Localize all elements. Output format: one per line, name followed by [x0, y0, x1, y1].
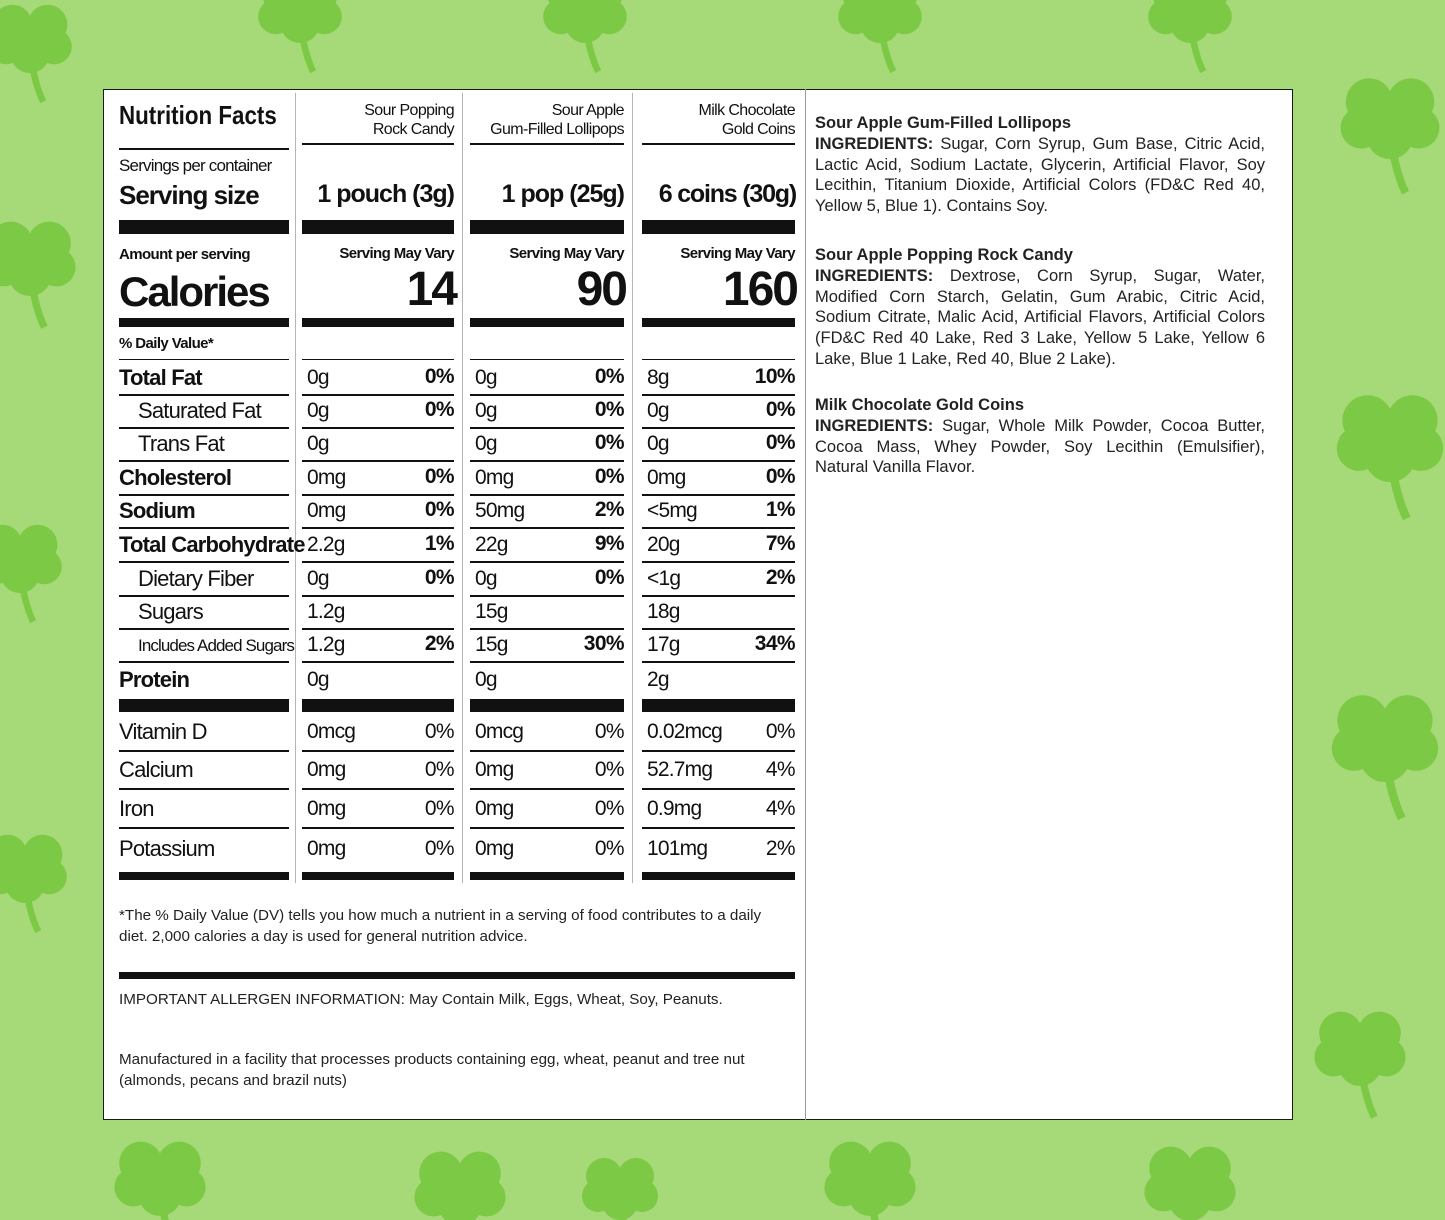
nutrient-daily-value: 2%: [424, 632, 454, 655]
vitamin-daily-value: 0%: [594, 797, 624, 820]
nutrient-daily-value: 2%: [765, 566, 795, 589]
shamrock-icon: [1341, 78, 1440, 192]
rule: [119, 595, 289, 597]
rule: [119, 460, 289, 462]
rule: [642, 628, 795, 630]
calories-label: Calories: [119, 268, 269, 315]
vitamin-daily-value: 0%: [424, 720, 454, 743]
thick-rule: [470, 220, 624, 234]
nutrient-daily-value: 0%: [765, 465, 795, 488]
shamrock-icon: [1144, 1147, 1235, 1220]
rule: [302, 494, 454, 496]
rule: [642, 527, 795, 529]
vitamin-name: Potassium: [119, 836, 215, 861]
vitamin-daily-value: 0%: [594, 720, 624, 743]
medium-rule: [119, 318, 289, 327]
medium-rule: [470, 872, 624, 880]
nutrient-amount: 0g: [647, 432, 669, 455]
ingredients-text: Sugar, Corn Syrup, Gum Base, Citric Acid, Lactic Acid, Sodium Lactate, Glycerin, Artificial Flavor, Soy Lecithin, Titanium Dioxide, Artificial Colors (FD&C Red 40, Yellow 5, Blue 1). Contains Soy.: [815, 134, 1265, 216]
vitamin-amount: 0mg: [475, 758, 514, 781]
nutrient-amount: 20g: [647, 533, 680, 556]
vitamin-daily-value: 2%: [765, 837, 795, 860]
rule: [302, 143, 454, 145]
nutrient-amount: 2g: [647, 668, 669, 691]
shamrock-icon: [258, 0, 342, 72]
daily-value-footnote: *The % Daily Value (DV) tells you how much a nutrient in a serving of food contributes to a daily diet. 2,000 calories a day is used for general nutrition advice.: [119, 907, 762, 945]
rule: [302, 460, 454, 462]
vitamin-daily-value: 4%: [765, 797, 795, 820]
rule: [302, 394, 454, 396]
nutrient-daily-value: 0%: [594, 465, 624, 488]
nutrient-name: Includes Added Sugars: [138, 636, 294, 655]
rule: [642, 143, 795, 145]
medium-rule: [642, 872, 795, 880]
rule: [119, 359, 289, 360]
nutrient-amount: 2.2g: [307, 533, 345, 556]
rule: [119, 827, 289, 829]
vitamin-amount: 0mg: [475, 837, 514, 860]
rule: [642, 460, 795, 462]
shamrock-icon: [1314, 1012, 1405, 1118]
column-separator: [632, 93, 633, 883]
rule: [470, 628, 624, 630]
column-separator: [462, 93, 463, 883]
rule: [470, 427, 624, 429]
rule: [470, 143, 624, 145]
thick-rule: [119, 699, 289, 712]
nutrient-daily-value: 9%: [594, 532, 624, 555]
nutrient-amount: 0g: [307, 668, 329, 691]
rule: [302, 595, 454, 597]
medium-rule: [470, 318, 624, 327]
rule: [302, 561, 454, 563]
calories-value: 160: [722, 263, 797, 316]
nutrient-amount: 17g: [647, 633, 680, 656]
thick-rule: [642, 220, 795, 234]
nutrient-daily-value: 1%: [424, 532, 454, 555]
nutrient-amount: 0g: [475, 366, 497, 389]
thick-rule: [642, 699, 795, 712]
rule: [470, 661, 624, 663]
shamrock-icon: [114, 1142, 205, 1220]
rule: [470, 561, 624, 563]
product-name: Sour Popping Rock Candy: [364, 102, 454, 138]
vitamin-amount: 0.9mg: [647, 797, 702, 820]
vitamin-daily-value: 4%: [765, 758, 795, 781]
nutrient-name: Total Fat: [119, 365, 202, 390]
nutrient-amount: 0g: [647, 399, 669, 422]
nutrient-amount: 15g: [475, 633, 508, 656]
rule: [302, 527, 454, 529]
nutrient-amount: 22g: [475, 533, 508, 556]
vitamin-daily-value: 0%: [594, 837, 624, 860]
ingredients-label: INGREDIENTS:: [815, 266, 934, 285]
nutrient-daily-value: 30%: [583, 632, 624, 655]
serving-note: Serving May Vary: [680, 245, 795, 262]
shamrock-icon: [414, 1152, 505, 1220]
calories-value: 14: [406, 263, 456, 316]
thick-rule: [470, 699, 624, 712]
rule: [119, 788, 289, 790]
vitamin-daily-value: 0%: [424, 758, 454, 781]
ingredients-label: INGREDIENTS:: [815, 416, 934, 435]
nutrient-amount: 0mg: [475, 466, 514, 489]
rule: [642, 494, 795, 496]
ingredients-title: Milk Chocolate Gold Coins: [815, 396, 1025, 414]
medium-rule: [119, 872, 289, 880]
rule: [470, 595, 624, 597]
rule: [470, 494, 624, 496]
rule: [302, 661, 454, 663]
vitamin-amount: 0.02mcg: [647, 720, 722, 743]
shamrock-icon: [0, 222, 76, 328]
nutrient-amount: 18g: [647, 600, 680, 623]
nutrient-daily-value: 0%: [765, 431, 795, 454]
rule: [642, 750, 795, 752]
rule: [642, 394, 795, 396]
vitamin-amount: 101mg: [647, 837, 708, 860]
medium-rule: [642, 318, 795, 327]
rule: [470, 788, 624, 790]
serving-size-value: 6 coins (30g): [658, 180, 796, 208]
rule: [642, 788, 795, 790]
medium-rule: [302, 872, 454, 880]
ingredients-title: Sour Apple Popping Rock Candy: [815, 246, 1073, 264]
nutrient-daily-value: 10%: [754, 365, 795, 388]
allergen-info: IMPORTANT ALLERGEN INFORMATION: May Contain Milk, Eggs, Wheat, Soy, Peanuts.: [119, 991, 723, 1008]
rule: [119, 561, 289, 563]
rule: [470, 460, 624, 462]
rule: [119, 494, 289, 496]
nutrient-amount: 1.2g: [307, 633, 345, 656]
shamrock-icon: [1332, 695, 1438, 818]
shamrock-icon: [0, 5, 72, 102]
rule: [302, 788, 454, 790]
nutrient-amount: 1.2g: [307, 600, 345, 623]
nutrient-amount: 0mg: [307, 499, 346, 522]
product-name: Milk Chocolate Gold Coins: [698, 102, 795, 138]
ingredients-block: [815, 245, 1265, 370]
column-separator: [295, 93, 296, 883]
nutrient-amount: 0g: [475, 668, 497, 691]
label-title: Nutrition Facts: [119, 100, 277, 130]
nutrient-daily-value: 7%: [765, 532, 795, 555]
shamrock-icon: [824, 1142, 915, 1220]
nutrient-amount: 0mg: [307, 466, 346, 489]
shamrock-icon: [1148, 0, 1232, 72]
rule: [642, 661, 795, 663]
nutrient-daily-value: 0%: [424, 398, 454, 421]
shamrock-icon: [838, 0, 922, 72]
nutrient-daily-value: 0%: [765, 398, 795, 421]
serving-note: Serving May Vary: [509, 245, 624, 262]
ingredients-block: [815, 395, 1265, 478]
nutrient-name: Cholesterol: [119, 465, 232, 490]
nutrient-name: Sodium: [119, 498, 195, 523]
nutrient-amount: 0g: [307, 366, 329, 389]
vitamin-name: Calcium: [119, 757, 193, 782]
thick-rule: [302, 699, 454, 712]
serving-size-value: 1 pop (25g): [501, 180, 624, 208]
vitamin-daily-value: 0%: [765, 720, 795, 743]
panel-divider: [805, 89, 806, 1120]
nutrient-amount: 0g: [307, 399, 329, 422]
shamrock-icon: [582, 1158, 658, 1220]
nutrient-amount: 0g: [475, 399, 497, 422]
rule: [302, 750, 454, 752]
nutrient-amount: <5mg: [647, 499, 697, 522]
nutrient-name: Saturated Fat: [138, 398, 261, 423]
nutrient-daily-value: 1%: [765, 498, 795, 521]
nutrient-amount: 15g: [475, 600, 508, 623]
rule: [642, 595, 795, 597]
rule: [642, 561, 795, 563]
vitamin-name: Vitamin D: [119, 719, 207, 744]
vitamin-amount: 0mg: [307, 797, 346, 820]
nutrient-daily-value: 0%: [594, 566, 624, 589]
rule: [302, 827, 454, 829]
rule: [119, 427, 289, 429]
nutrient-daily-value: 2%: [594, 498, 624, 521]
ingredients-title: Sour Apple Gum-Filled Lollipops: [815, 114, 1072, 132]
ingredients-label: INGREDIENTS:: [815, 134, 934, 153]
nutrient-daily-value: 0%: [594, 365, 624, 388]
rule: [119, 148, 289, 150]
nutrient-daily-value: 0%: [594, 398, 624, 421]
rule: [642, 827, 795, 829]
shamrock-icon: [0, 525, 62, 622]
amount-per-serving: Amount per serving: [119, 246, 250, 263]
nutrient-amount: 8g: [647, 366, 669, 389]
rule: [302, 628, 454, 630]
vitamin-daily-value: 0%: [594, 758, 624, 781]
footnote-rule: [119, 972, 795, 979]
thick-rule: [119, 220, 289, 234]
nutrient-daily-value: 0%: [424, 465, 454, 488]
nutrient-amount: 50mg: [475, 499, 525, 522]
vitamin-amount: 0mg: [307, 837, 346, 860]
rule: [119, 628, 289, 630]
rule: [470, 827, 624, 829]
ingredients-text: Dextrose, Corn Syrup, Sugar, Water, Modified Corn Starch, Gelatin, Gum Arabic, Citric Acid, Sodium Citrate, Malic Acid, Artificial Flavors, Artificial Colors (FD&C Red 40 Lake, Red 3 Lake, Yellow 5 Lake, Yellow 6 Lake, Blue 1 Lake, Red 40, Blue 2 Lake).: [815, 266, 1265, 368]
medium-rule: [302, 318, 454, 327]
vitamin-amount: 0mcg: [475, 720, 524, 743]
nutrient-amount: <1g: [647, 567, 681, 590]
daily-value-label: % Daily Value*: [119, 335, 214, 352]
product-name: Sour Apple Gum-Filled Lollipops: [490, 102, 624, 138]
shamrock-icon: [1337, 395, 1443, 518]
nutrient-amount: 0mg: [647, 466, 686, 489]
rule: [302, 427, 454, 429]
shamrock-icon: [0, 835, 67, 932]
nutrient-daily-value: 0%: [424, 498, 454, 521]
rule: [119, 527, 289, 529]
vitamin-amount: 0mcg: [307, 720, 356, 743]
shamrock-icon: [543, 0, 627, 72]
nutrient-name: Total Carbohydrate: [119, 532, 305, 557]
vitamin-daily-value: 0%: [424, 837, 454, 860]
rule: [470, 359, 624, 360]
rule: [119, 661, 289, 663]
thick-rule: [302, 220, 454, 234]
rule: [470, 527, 624, 529]
serving-size-label: Serving size: [119, 180, 259, 210]
rule: [119, 394, 289, 396]
label-panel: [103, 89, 1293, 1120]
nutrient-amount: 0g: [475, 567, 497, 590]
ingredients-block: [815, 113, 1265, 217]
facility-info: Manufactured in a facility that processes products containing egg, wheat, peanut and tree nut (almonds, pecans and brazil nuts): [119, 1051, 745, 1089]
rule: [470, 750, 624, 752]
vitamin-daily-value: 0%: [424, 797, 454, 820]
nutrient-amount: 0g: [307, 567, 329, 590]
nutrient-daily-value: 0%: [424, 365, 454, 388]
serving-size-value: 1 pouch (3g): [317, 180, 454, 208]
vitamin-name: Iron: [119, 796, 154, 821]
serving-note: Serving May Vary: [339, 245, 454, 262]
nutrient-amount: 0g: [307, 432, 329, 455]
rule: [642, 359, 795, 360]
rule: [302, 359, 454, 360]
vitamin-amount: 52.7mg: [647, 758, 713, 781]
ingredients-text: Sugar, Whole Milk Powder, Cocoa Butter, Cocoa Mass, Whey Powder, Soy Lecithin (Emulsifier), Natural Vanilla Flavor.: [815, 416, 1265, 477]
nutrient-name: Sugars: [138, 599, 203, 624]
rule: [470, 394, 624, 396]
calories-value: 90: [576, 263, 626, 316]
nutrient-daily-value: 0%: [424, 566, 454, 589]
vitamin-amount: 0mg: [307, 758, 346, 781]
nutrient-daily-value: 0%: [594, 431, 624, 454]
nutrient-name: Protein: [119, 667, 190, 692]
servings-per-container: Servings per container: [119, 156, 272, 175]
nutrient-amount: 0g: [475, 432, 497, 455]
rule: [642, 427, 795, 429]
nutrient-daily-value: 34%: [754, 632, 795, 655]
rule: [119, 750, 289, 752]
nutrient-name: Trans Fat: [138, 431, 225, 456]
nutrient-name: Dietary Fiber: [138, 566, 254, 591]
vitamin-amount: 0mg: [475, 797, 514, 820]
